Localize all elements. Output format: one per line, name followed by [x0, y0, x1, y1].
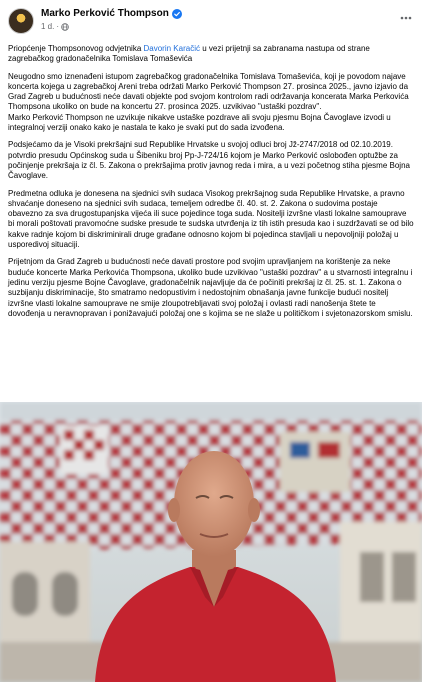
post-paragraph: Prijetnjom da Grad Zagreb u budućnosti neće davati prostore pod svojim upravljanjem na korištenje za neke buduće koncerte Marka Perkovića Thompsona, ukoliko bude uzvikivao "ustaški pozdrav" a u stvarnosti integralnu i jedinu verziju pjesme Bojne Čavoglave, gradonačelnik najavljuje da će počiniti prekršaj iz čl. 25. st. 1. Zakona o suzbijanju diskriminacije, što smatramo nedopustivim i nedostojnim obnašanja javne funkcije budući nositelj izvršne vlasti lokalne samouprave ne smije zloupotrebljavati svoj položaj i ovlasti radi nanošenja štete te dovođenja u neravnopravan i ponižavajući položaj one s kojima se ne slaže u političkom i svjetonazorskom smislu.: [8, 257, 413, 318]
verified-badge-icon: [172, 9, 182, 19]
intro-text-before: Priopćenje Thompsonovog odvjetnika: [8, 44, 144, 53]
author-row: [41, 8, 398, 20]
post-paragraph: Predmetna odluka je donesena na sjednici svih sudaca Visokog prekršajnog suda Republike Hrvatske, a pravno shvaćanje doneseno na sjednici svih sudaca, temeljem odredbe čl. 40. st. 2. Zakona o sudovima postaje obavezno za sva drugostupanjska vijeća ili suce pojedince toga suda. Nositelji izvršne vlasti lokalne samouprave bi morali poštovati pravomoćne sudske presude te sudska utvrđenja iz tih istih presuda kao i suzdržavati se od bilo kakve radnje kojom bi diskriminirali druge građane odnosno kojom bi pojedinca stavljali u nepovoljniji položaj u usporedivoj situaciji.: [8, 188, 414, 250]
post-paragraph: Podsjećamo da je Visoki prekršajni sud Republike Hrvatske u svojoj odluci broj Jž-2747/2018 od 02.10.2019. potvrdio presudu Općinskog suda u Šibeniku broj Pp-J-724/16 kojom je Marko Perković oslobođen optužbe za počinjenje prekršaja iz čl. 5. Zakona o prekršajima protiv javnog reda i mira, a u vezi početnog stiha pjesme Bojna Čavoglave.: [8, 140, 410, 181]
post-paragraph: Marko Perković Thompson ne uzvikuje nikakve ustaške pozdrave ali svoju pjesmu Bojna Čavoglave izvodi u integralnoj verziji onako kako je nastala te kako je svaki put do sada izvođena.: [8, 112, 391, 133]
post-paragraph: Neugodno smo iznenađeni istupom zagrebačkog gradonačelnika Tomislava Tomaševića, koji je povodom najave koncerta kojega u zagrebačkoj Areni treba održati Marko Perković Thompson 27. prosinca 2025., javno izjavio da Grad Zagreb u budućnosti neće davati objekte pod svojom kontrolom radi održavanja koncerata Marka Perkovića Thompsona ukoliko on bude na koncertu 27. prosinca 2025. uzvikivao "ustaški pozdrav".: [8, 71, 409, 112]
globe-icon: [61, 23, 69, 31]
post-intro: [8, 44, 414, 65]
post-header: [0, 0, 422, 44]
mentioned-profile-link[interactable]: Davorin Karačić: [143, 44, 200, 53]
post-paragraph-group: [8, 72, 414, 134]
post-photo[interactable]: [0, 402, 422, 682]
post-text: [0, 44, 422, 319]
avatar[interactable]: [8, 8, 34, 34]
intro-text-after: u vezi prijetnji sa zabranama nastupa od strane zagrebačkog gradonačelnika Tomislava Tomaševića: [8, 44, 370, 64]
facebook-post: [0, 0, 422, 319]
post-subline: [41, 21, 398, 33]
post-meta: [41, 8, 398, 33]
more-options-icon[interactable]: [398, 10, 414, 26]
post-time[interactable]: 1 d.: [41, 22, 55, 31]
author-name[interactable]: Marko Perković Thompson: [41, 8, 169, 19]
separator-dot: ·: [56, 22, 60, 31]
